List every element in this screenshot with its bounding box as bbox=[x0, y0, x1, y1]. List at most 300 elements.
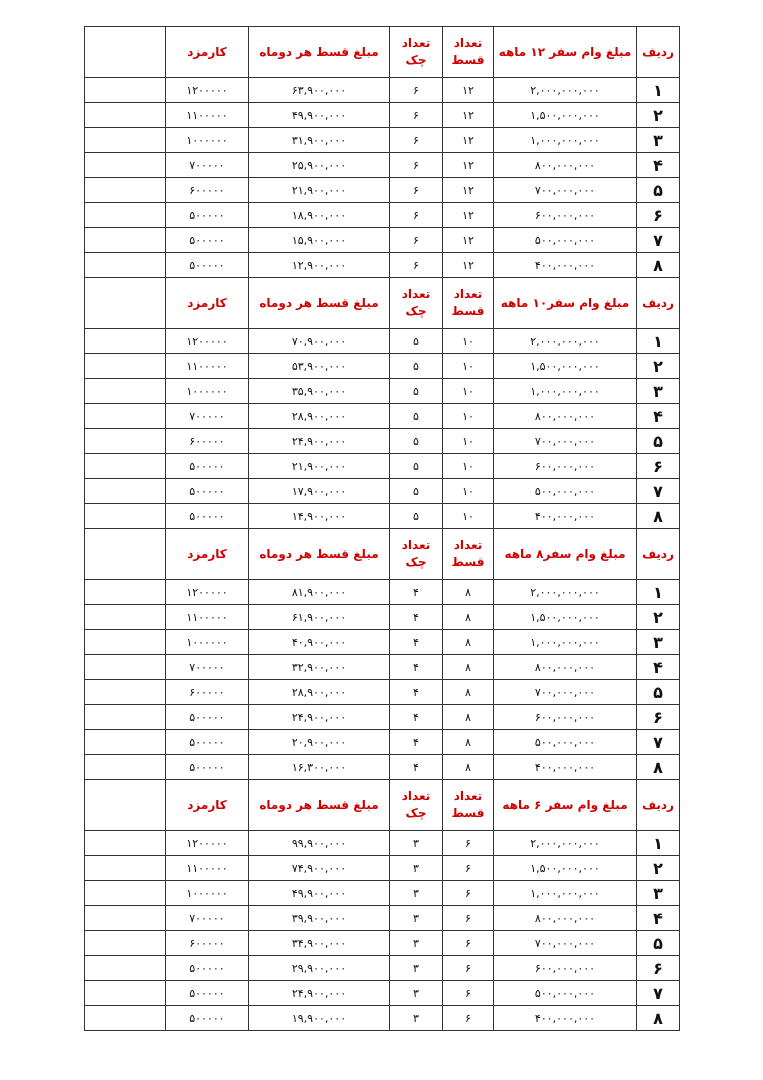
empty-cell bbox=[85, 404, 166, 429]
row-index: ۷ bbox=[637, 228, 680, 253]
row-index: ۲ bbox=[637, 605, 680, 630]
installments-cell: ۸ bbox=[443, 705, 494, 730]
loan-amount-cell: ۷۰۰,۰۰۰,۰۰۰ bbox=[494, 680, 637, 705]
installments-cell: ۱۰ bbox=[443, 379, 494, 404]
payment-cell: ۴۹,۹۰۰,۰۰۰ bbox=[249, 881, 390, 906]
checks-cell: ۳ bbox=[390, 831, 443, 856]
loan-amount-cell: ۱,۵۰۰,۰۰۰,۰۰۰ bbox=[494, 856, 637, 881]
installments-cell: ۱۲ bbox=[443, 253, 494, 278]
empty-cell bbox=[85, 730, 166, 755]
fee-cell: ۱۱۰۰۰۰۰ bbox=[166, 856, 249, 881]
row-index: ۳ bbox=[637, 630, 680, 655]
payment-cell: ۲۴,۹۰۰,۰۰۰ bbox=[249, 429, 390, 454]
fee-cell: ۵۰۰۰۰۰ bbox=[166, 730, 249, 755]
checks-cell: ۶ bbox=[390, 178, 443, 203]
table-row bbox=[85, 755, 680, 780]
payment-cell: ۴۹,۹۰۰,۰۰۰ bbox=[249, 103, 390, 128]
payment-cell: ۲۸,۹۰۰,۰۰۰ bbox=[249, 680, 390, 705]
payment-cell: ۲۰,۹۰۰,۰۰۰ bbox=[249, 730, 390, 755]
empty-cell bbox=[85, 1006, 166, 1031]
payment-cell: ۱۴,۹۰۰,۰۰۰ bbox=[249, 504, 390, 529]
installments-cell: ۶ bbox=[443, 1006, 494, 1031]
fee-cell: ۱۲۰۰۰۰۰ bbox=[166, 78, 249, 103]
header-checks-line2: چک bbox=[405, 806, 427, 820]
empty-cell bbox=[85, 630, 166, 655]
row-index: ۸ bbox=[637, 504, 680, 529]
fee-cell: ۶۰۰۰۰۰ bbox=[166, 931, 249, 956]
table-row bbox=[85, 856, 680, 881]
payment-cell: ۳۹,۹۰۰,۰۰۰ bbox=[249, 906, 390, 931]
fee-cell: ۶۰۰۰۰۰ bbox=[166, 680, 249, 705]
header-checks-line2: چک bbox=[405, 304, 427, 318]
header-payment: مبلغ قسط هر دوماه bbox=[249, 27, 390, 78]
table-row bbox=[85, 705, 680, 730]
header-fee: کارمزد bbox=[166, 529, 249, 580]
empty-cell bbox=[85, 956, 166, 981]
loan-amount-cell: ۱,۰۰۰,۰۰۰,۰۰۰ bbox=[494, 128, 637, 153]
fee-cell: ۱۰۰۰۰۰۰ bbox=[166, 128, 249, 153]
loan-amount-cell: ۱,۰۰۰,۰۰۰,۰۰۰ bbox=[494, 379, 637, 404]
fee-cell: ۵۰۰۰۰۰ bbox=[166, 479, 249, 504]
fee-cell: ۵۰۰۰۰۰ bbox=[166, 755, 249, 780]
checks-cell: ۴ bbox=[390, 680, 443, 705]
section-header-row bbox=[85, 780, 680, 831]
payment-cell: ۲۱,۹۰۰,۰۰۰ bbox=[249, 178, 390, 203]
table-row bbox=[85, 103, 680, 128]
payment-cell: ۱۵,۹۰۰,۰۰۰ bbox=[249, 228, 390, 253]
installments-cell: ۱۰ bbox=[443, 504, 494, 529]
header-checks-line1: تعداد bbox=[401, 287, 431, 301]
checks-cell: ۵ bbox=[390, 329, 443, 354]
loan-amount-cell: ۵۰۰,۰۰۰,۰۰۰ bbox=[494, 981, 637, 1006]
payment-cell: ۳۴,۹۰۰,۰۰۰ bbox=[249, 931, 390, 956]
installments-cell: ۱۰ bbox=[443, 454, 494, 479]
installments-cell: ۱۲ bbox=[443, 153, 494, 178]
loan-amount-cell: ۵۰۰,۰۰۰,۰۰۰ bbox=[494, 228, 637, 253]
header-loan-amount: مبلغ وام سفر ۶ ماهه bbox=[494, 780, 637, 831]
loan-amount-cell: ۲,۰۰۰,۰۰۰,۰۰۰ bbox=[494, 329, 637, 354]
fee-cell: ۱۲۰۰۰۰۰ bbox=[166, 831, 249, 856]
empty-cell bbox=[85, 178, 166, 203]
header-loan-amount: مبلغ وام سفر۸ ماهه bbox=[494, 529, 637, 580]
fee-cell: ۵۰۰۰۰۰ bbox=[166, 1006, 249, 1031]
checks-cell: ۶ bbox=[390, 78, 443, 103]
section-header-row bbox=[85, 529, 680, 580]
empty-cell bbox=[85, 253, 166, 278]
installments-cell: ۱۲ bbox=[443, 203, 494, 228]
row-index: ۶ bbox=[637, 956, 680, 981]
empty-cell bbox=[85, 580, 166, 605]
empty-cell bbox=[85, 479, 166, 504]
loan-amount-cell: ۶۰۰,۰۰۰,۰۰۰ bbox=[494, 956, 637, 981]
empty-cell bbox=[85, 856, 166, 881]
payment-cell: ۷۰,۹۰۰,۰۰۰ bbox=[249, 329, 390, 354]
table-row bbox=[85, 379, 680, 404]
section-header-row bbox=[85, 278, 680, 329]
payment-cell: ۱۲,۹۰۰,۰۰۰ bbox=[249, 253, 390, 278]
fee-cell: ۵۰۰۰۰۰ bbox=[166, 253, 249, 278]
checks-cell: ۵ bbox=[390, 379, 443, 404]
loan-amount-cell: ۷۰۰,۰۰۰,۰۰۰ bbox=[494, 429, 637, 454]
header-checks-line2: چک bbox=[405, 555, 427, 569]
section-header-row bbox=[85, 27, 680, 78]
table-row bbox=[85, 605, 680, 630]
row-index: ۶ bbox=[637, 203, 680, 228]
loan-amount-cell: ۷۰۰,۰۰۰,۰۰۰ bbox=[494, 931, 637, 956]
row-index: ۵ bbox=[637, 178, 680, 203]
fee-cell: ۶۰۰۰۰۰ bbox=[166, 178, 249, 203]
payment-cell: ۶۳,۹۰۰,۰۰۰ bbox=[249, 78, 390, 103]
installments-cell: ۱۰ bbox=[443, 404, 494, 429]
header-empty-cell bbox=[85, 780, 166, 831]
header-installments-line2: قسط bbox=[451, 806, 485, 820]
table-row bbox=[85, 931, 680, 956]
loan-amount-cell: ۴۰۰,۰۰۰,۰۰۰ bbox=[494, 755, 637, 780]
table-row bbox=[85, 730, 680, 755]
installments-cell: ۸ bbox=[443, 580, 494, 605]
row-index: ۴ bbox=[637, 655, 680, 680]
header-empty-cell bbox=[85, 278, 166, 329]
table-row bbox=[85, 906, 680, 931]
table-row bbox=[85, 630, 680, 655]
payment-cell: ۷۴,۹۰۰,۰۰۰ bbox=[249, 856, 390, 881]
checks-cell: ۴ bbox=[390, 730, 443, 755]
loan-amount-cell: ۶۰۰,۰۰۰,۰۰۰ bbox=[494, 705, 637, 730]
table-row bbox=[85, 354, 680, 379]
header-payment: مبلغ قسط هر دوماه bbox=[249, 529, 390, 580]
row-index: ۱ bbox=[637, 831, 680, 856]
fee-cell: ۷۰۰۰۰۰ bbox=[166, 404, 249, 429]
checks-cell: ۴ bbox=[390, 655, 443, 680]
table-row bbox=[85, 981, 680, 1006]
checks-cell: ۳ bbox=[390, 856, 443, 881]
header-checks bbox=[390, 780, 443, 831]
row-index: ۶ bbox=[637, 705, 680, 730]
checks-cell: ۶ bbox=[390, 153, 443, 178]
empty-cell bbox=[85, 504, 166, 529]
table-row bbox=[85, 429, 680, 454]
header-payment: مبلغ قسط هر دوماه bbox=[249, 780, 390, 831]
header-index: ردیف bbox=[637, 780, 680, 831]
empty-cell bbox=[85, 981, 166, 1006]
header-installments bbox=[443, 780, 494, 831]
installments-cell: ۶ bbox=[443, 831, 494, 856]
empty-cell bbox=[85, 128, 166, 153]
installments-cell: ۱۰ bbox=[443, 479, 494, 504]
table-row bbox=[85, 655, 680, 680]
fee-cell: ۶۰۰۰۰۰ bbox=[166, 429, 249, 454]
installments-cell: ۶ bbox=[443, 981, 494, 1006]
header-installments-line2: قسط bbox=[451, 555, 485, 569]
payment-cell: ۴۰,۹۰۰,۰۰۰ bbox=[249, 630, 390, 655]
table-row bbox=[85, 479, 680, 504]
table-row bbox=[85, 831, 680, 856]
checks-cell: ۵ bbox=[390, 404, 443, 429]
loan-amount-cell: ۶۰۰,۰۰۰,۰۰۰ bbox=[494, 454, 637, 479]
table-body bbox=[85, 27, 680, 1031]
payment-cell: ۲۵,۹۰۰,۰۰۰ bbox=[249, 153, 390, 178]
row-index: ۲ bbox=[637, 354, 680, 379]
loan-amount-cell: ۶۰۰,۰۰۰,۰۰۰ bbox=[494, 203, 637, 228]
header-installments-line1: تعداد bbox=[453, 287, 483, 301]
row-index: ۲ bbox=[637, 103, 680, 128]
fee-cell: ۵۰۰۰۰۰ bbox=[166, 956, 249, 981]
row-index: ۱ bbox=[637, 329, 680, 354]
header-index: ردیف bbox=[637, 27, 680, 78]
row-index: ۳ bbox=[637, 128, 680, 153]
checks-cell: ۳ bbox=[390, 881, 443, 906]
fee-cell: ۱۲۰۰۰۰۰ bbox=[166, 580, 249, 605]
table-row bbox=[85, 228, 680, 253]
installments-cell: ۸ bbox=[443, 605, 494, 630]
fee-cell: ۱۱۰۰۰۰۰ bbox=[166, 605, 249, 630]
installments-cell: ۸ bbox=[443, 755, 494, 780]
loan-amount-cell: ۴۰۰,۰۰۰,۰۰۰ bbox=[494, 253, 637, 278]
installments-cell: ۶ bbox=[443, 956, 494, 981]
empty-cell bbox=[85, 655, 166, 680]
header-checks-line1: تعداد bbox=[401, 789, 431, 803]
empty-cell bbox=[85, 906, 166, 931]
payment-cell: ۱۶,۳۰۰,۰۰۰ bbox=[249, 755, 390, 780]
installments-cell: ۶ bbox=[443, 931, 494, 956]
installments-cell: ۱۰ bbox=[443, 429, 494, 454]
checks-cell: ۵ bbox=[390, 454, 443, 479]
checks-cell: ۴ bbox=[390, 605, 443, 630]
payment-cell: ۱۸,۹۰۰,۰۰۰ bbox=[249, 203, 390, 228]
payment-cell: ۳۲,۹۰۰,۰۰۰ bbox=[249, 655, 390, 680]
payment-cell: ۲۴,۹۰۰,۰۰۰ bbox=[249, 705, 390, 730]
payment-cell: ۱۹,۹۰۰,۰۰۰ bbox=[249, 1006, 390, 1031]
row-index: ۴ bbox=[637, 404, 680, 429]
fee-cell: ۷۰۰۰۰۰ bbox=[166, 655, 249, 680]
header-installments-line1: تعداد bbox=[453, 538, 483, 552]
row-index: ۸ bbox=[637, 755, 680, 780]
header-empty-cell bbox=[85, 27, 166, 78]
checks-cell: ۶ bbox=[390, 253, 443, 278]
table-row bbox=[85, 78, 680, 103]
checks-cell: ۴ bbox=[390, 630, 443, 655]
installments-cell: ۱۰ bbox=[443, 354, 494, 379]
header-checks-line2: چک bbox=[405, 53, 427, 67]
empty-cell bbox=[85, 881, 166, 906]
installments-cell: ۶ bbox=[443, 881, 494, 906]
fee-cell: ۵۰۰۰۰۰ bbox=[166, 228, 249, 253]
fee-cell: ۱۱۰۰۰۰۰ bbox=[166, 103, 249, 128]
loan-amount-cell: ۷۰۰,۰۰۰,۰۰۰ bbox=[494, 178, 637, 203]
installments-cell: ۸ bbox=[443, 680, 494, 705]
header-installments-line1: تعداد bbox=[453, 36, 483, 50]
loan-amount-cell: ۸۰۰,۰۰۰,۰۰۰ bbox=[494, 906, 637, 931]
empty-cell bbox=[85, 379, 166, 404]
row-index: ۴ bbox=[637, 906, 680, 931]
header-installments-line2: قسط bbox=[451, 304, 485, 318]
installments-cell: ۸ bbox=[443, 730, 494, 755]
fee-cell: ۵۰۰۰۰۰ bbox=[166, 981, 249, 1006]
empty-cell bbox=[85, 153, 166, 178]
header-installments-line2: قسط bbox=[451, 53, 485, 67]
checks-cell: ۵ bbox=[390, 479, 443, 504]
payment-cell: ۳۱,۹۰۰,۰۰۰ bbox=[249, 128, 390, 153]
loan-amount-cell: ۴۰۰,۰۰۰,۰۰۰ bbox=[494, 504, 637, 529]
empty-cell bbox=[85, 329, 166, 354]
checks-cell: ۶ bbox=[390, 128, 443, 153]
row-index: ۷ bbox=[637, 730, 680, 755]
row-index: ۷ bbox=[637, 479, 680, 504]
header-checks bbox=[390, 278, 443, 329]
header-installments bbox=[443, 27, 494, 78]
payment-cell: ۳۵,۹۰۰,۰۰۰ bbox=[249, 379, 390, 404]
table-row bbox=[85, 504, 680, 529]
empty-cell bbox=[85, 228, 166, 253]
row-index: ۳ bbox=[637, 881, 680, 906]
row-index: ۶ bbox=[637, 454, 680, 479]
loan-amount-cell: ۱,۵۰۰,۰۰۰,۰۰۰ bbox=[494, 354, 637, 379]
installments-cell: ۶ bbox=[443, 906, 494, 931]
installments-cell: ۸ bbox=[443, 655, 494, 680]
header-fee: کارمزد bbox=[166, 780, 249, 831]
fee-cell: ۱۱۰۰۰۰۰ bbox=[166, 354, 249, 379]
table-row bbox=[85, 203, 680, 228]
row-index: ۴ bbox=[637, 153, 680, 178]
loan-amount-cell: ۲,۰۰۰,۰۰۰,۰۰۰ bbox=[494, 831, 637, 856]
table-row bbox=[85, 329, 680, 354]
loan-amount-cell: ۱,۵۰۰,۰۰۰,۰۰۰ bbox=[494, 605, 637, 630]
installments-cell: ۱۰ bbox=[443, 329, 494, 354]
fee-cell: ۱۰۰۰۰۰۰ bbox=[166, 630, 249, 655]
installments-cell: ۱۲ bbox=[443, 178, 494, 203]
loan-amount-cell: ۲,۰۰۰,۰۰۰,۰۰۰ bbox=[494, 78, 637, 103]
empty-cell bbox=[85, 454, 166, 479]
empty-cell bbox=[85, 705, 166, 730]
loan-amount-cell: ۵۰۰,۰۰۰,۰۰۰ bbox=[494, 730, 637, 755]
empty-cell bbox=[85, 931, 166, 956]
checks-cell: ۶ bbox=[390, 103, 443, 128]
installments-cell: ۶ bbox=[443, 856, 494, 881]
installments-cell: ۱۲ bbox=[443, 228, 494, 253]
header-payment: مبلغ قسط هر دوماه bbox=[249, 278, 390, 329]
checks-cell: ۴ bbox=[390, 705, 443, 730]
payment-cell: ۲۹,۹۰۰,۰۰۰ bbox=[249, 956, 390, 981]
row-index: ۵ bbox=[637, 429, 680, 454]
empty-cell bbox=[85, 605, 166, 630]
checks-cell: ۳ bbox=[390, 906, 443, 931]
table-row bbox=[85, 680, 680, 705]
payment-cell: ۹۹,۹۰۰,۰۰۰ bbox=[249, 831, 390, 856]
empty-cell bbox=[85, 429, 166, 454]
loan-installment-table bbox=[84, 26, 680, 1031]
empty-cell bbox=[85, 831, 166, 856]
checks-cell: ۳ bbox=[390, 956, 443, 981]
checks-cell: ۴ bbox=[390, 580, 443, 605]
header-checks-line1: تعداد bbox=[401, 538, 431, 552]
loan-amount-cell: ۱,۰۰۰,۰۰۰,۰۰۰ bbox=[494, 881, 637, 906]
empty-cell bbox=[85, 103, 166, 128]
payment-cell: ۸۱,۹۰۰,۰۰۰ bbox=[249, 580, 390, 605]
row-index: ۵ bbox=[637, 680, 680, 705]
payment-cell: ۶۱,۹۰۰,۰۰۰ bbox=[249, 605, 390, 630]
row-index: ۱ bbox=[637, 580, 680, 605]
checks-cell: ۶ bbox=[390, 228, 443, 253]
installments-cell: ۱۲ bbox=[443, 128, 494, 153]
table-row bbox=[85, 956, 680, 981]
loan-amount-cell: ۸۰۰,۰۰۰,۰۰۰ bbox=[494, 655, 637, 680]
row-index: ۳ bbox=[637, 379, 680, 404]
row-index: ۸ bbox=[637, 1006, 680, 1031]
loan-amount-cell: ۲,۰۰۰,۰۰۰,۰۰۰ bbox=[494, 580, 637, 605]
loan-amount-cell: ۸۰۰,۰۰۰,۰۰۰ bbox=[494, 153, 637, 178]
fee-cell: ۵۰۰۰۰۰ bbox=[166, 203, 249, 228]
header-index: ردیف bbox=[637, 529, 680, 580]
header-loan-amount: مبلغ وام سفر ۱۲ ماهه bbox=[494, 27, 637, 78]
checks-cell: ۳ bbox=[390, 981, 443, 1006]
header-index: ردیف bbox=[637, 278, 680, 329]
row-index: ۱ bbox=[637, 78, 680, 103]
loan-amount-cell: ۱,۵۰۰,۰۰۰,۰۰۰ bbox=[494, 103, 637, 128]
table-row bbox=[85, 580, 680, 605]
checks-cell: ۳ bbox=[390, 931, 443, 956]
row-index: ۵ bbox=[637, 931, 680, 956]
header-fee: کارمزد bbox=[166, 278, 249, 329]
table-row bbox=[85, 153, 680, 178]
loan-amount-cell: ۴۰۰,۰۰۰,۰۰۰ bbox=[494, 1006, 637, 1031]
fee-cell: ۵۰۰۰۰۰ bbox=[166, 504, 249, 529]
table-row bbox=[85, 454, 680, 479]
payment-cell: ۲۸,۹۰۰,۰۰۰ bbox=[249, 404, 390, 429]
header-fee: کارمزد bbox=[166, 27, 249, 78]
table-row bbox=[85, 881, 680, 906]
checks-cell: ۶ bbox=[390, 203, 443, 228]
fee-cell: ۱۰۰۰۰۰۰ bbox=[166, 881, 249, 906]
fee-cell: ۵۰۰۰۰۰ bbox=[166, 454, 249, 479]
row-index: ۲ bbox=[637, 856, 680, 881]
empty-cell bbox=[85, 680, 166, 705]
fee-cell: ۱۰۰۰۰۰۰ bbox=[166, 379, 249, 404]
row-index: ۷ bbox=[637, 981, 680, 1006]
installments-cell: ۸ bbox=[443, 630, 494, 655]
checks-cell: ۴ bbox=[390, 755, 443, 780]
loan-amount-cell: ۱,۰۰۰,۰۰۰,۰۰۰ bbox=[494, 630, 637, 655]
header-checks bbox=[390, 27, 443, 78]
table-row bbox=[85, 253, 680, 278]
empty-cell bbox=[85, 203, 166, 228]
fee-cell: ۷۰۰۰۰۰ bbox=[166, 153, 249, 178]
loan-amount-cell: ۵۰۰,۰۰۰,۰۰۰ bbox=[494, 479, 637, 504]
empty-cell bbox=[85, 78, 166, 103]
installments-cell: ۱۲ bbox=[443, 78, 494, 103]
header-installments bbox=[443, 529, 494, 580]
payment-cell: ۵۳,۹۰۰,۰۰۰ bbox=[249, 354, 390, 379]
payment-cell: ۲۴,۹۰۰,۰۰۰ bbox=[249, 981, 390, 1006]
empty-cell bbox=[85, 755, 166, 780]
checks-cell: ۵ bbox=[390, 354, 443, 379]
header-installments bbox=[443, 278, 494, 329]
payment-cell: ۱۷,۹۰۰,۰۰۰ bbox=[249, 479, 390, 504]
installments-cell: ۱۲ bbox=[443, 103, 494, 128]
header-empty-cell bbox=[85, 529, 166, 580]
fee-cell: ۱۲۰۰۰۰۰ bbox=[166, 329, 249, 354]
checks-cell: ۳ bbox=[390, 1006, 443, 1031]
loan-amount-cell: ۸۰۰,۰۰۰,۰۰۰ bbox=[494, 404, 637, 429]
header-installments-line1: تعداد bbox=[453, 789, 483, 803]
row-index: ۸ bbox=[637, 253, 680, 278]
table-row bbox=[85, 1006, 680, 1031]
checks-cell: ۵ bbox=[390, 504, 443, 529]
table-row bbox=[85, 128, 680, 153]
header-checks-line1: تعداد bbox=[401, 36, 431, 50]
payment-cell: ۲۱,۹۰۰,۰۰۰ bbox=[249, 454, 390, 479]
table-row bbox=[85, 178, 680, 203]
fee-cell: ۵۰۰۰۰۰ bbox=[166, 705, 249, 730]
